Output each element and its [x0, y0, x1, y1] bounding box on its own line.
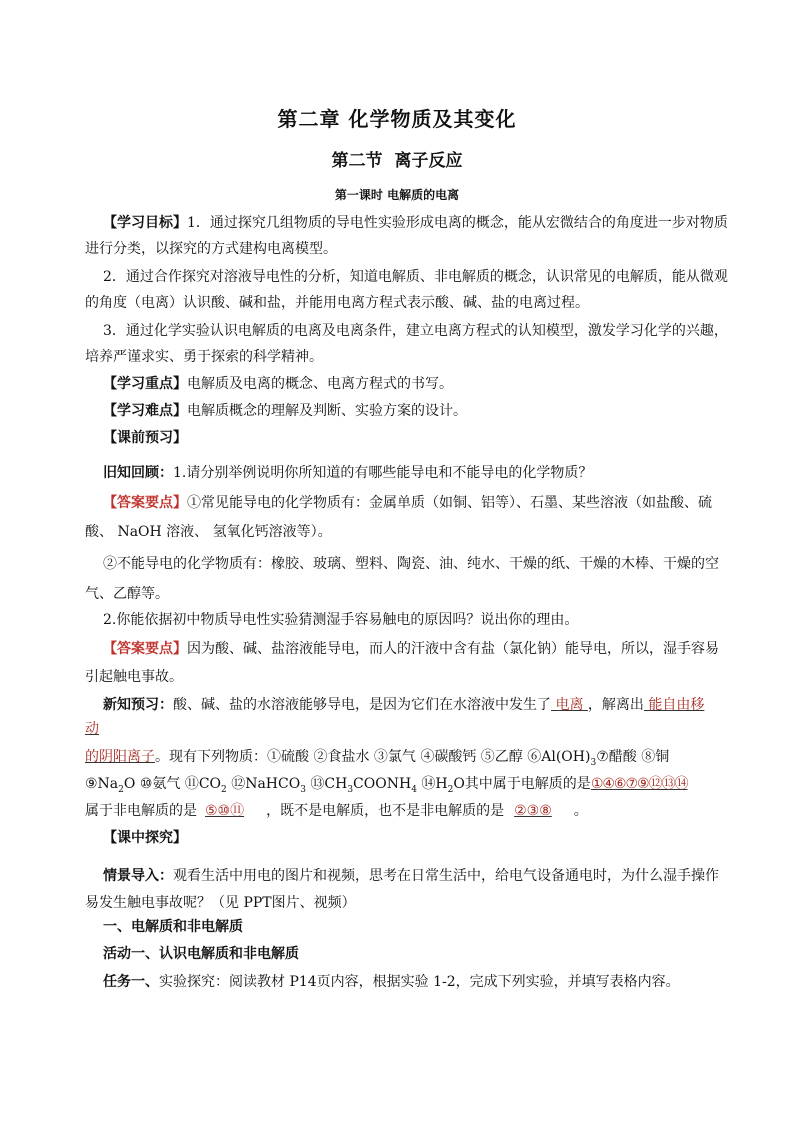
formula: ⑫NaHCO: [226, 776, 301, 792]
formula: ⑬CH: [305, 776, 348, 792]
answer-1-line-3: ②不能导电的化学物质有：橡胶、玻璃、塑料、陶瓷、油、纯水、干燥的纸、干燥的木棒、干燥的空: [103, 556, 719, 572]
task-1-label: 任务一、: [103, 974, 159, 990]
preview-heading: 【课前预习】: [103, 430, 187, 446]
review-label: 旧知回顾：: [103, 465, 173, 481]
answer-blank-free-ions-cont: 动: [85, 721, 99, 737]
answer-1-line-2: 酸、 NaOH 溶液、 氢氧化钙溶液等）。: [85, 524, 332, 540]
answer-1-text: ①常见能导电的化学物质有：金属单质（如铜、铝等）、石墨、某些溶液（如盐酸、硫: [187, 495, 712, 511]
question-text: ，既不是电解质，也不是非电解质的是: [266, 803, 505, 819]
objective-1-text: 1．通过探究几组物质的导电性实验形成电离的概念，能从宏微结合的角度进一步对物质: [187, 215, 728, 231]
objective-2-line-b: 的角度（电离）认识酸、碱和盐，并能用电离方程式表示酸、碱、盐的电离过程。: [85, 295, 589, 311]
key-points: [85, 373, 743, 395]
review-question-1: [85, 462, 743, 484]
review-question-2: 2.你能依据初中物质导电性实验猜测湿手容易触电的原因吗？说出你的理由。: [103, 612, 579, 628]
answer-2-line-1: [85, 638, 743, 660]
new-preview-line-5: [85, 800, 725, 822]
question-text: O其中属于电解质的是: [453, 776, 591, 792]
answer-1-line-4: 气、乙醇等。: [85, 586, 169, 602]
new-preview-text: 酸、碱、盐的水溶液能够导电，是因为它们在水溶液中发生了: [173, 697, 551, 713]
new-preview-label: 新知预习：: [103, 697, 173, 713]
substance-list: 。现有下列物质：①硫酸 ②食盐水 ③氯气 ④碳酸钙 ⑤乙醇 ⑥Al(OH): [155, 749, 591, 765]
new-preview-text: ，解离出: [587, 697, 644, 713]
key-points-text: 电解质及电离的概念、电离方程式的书写。: [187, 376, 453, 392]
substance-list: ⑦醋酸 ⑧铜: [596, 749, 670, 765]
section-title: 第二节 离子反应: [331, 151, 463, 171]
objective-3-line-a: 3．通过化学实验认识电解质的电离及电离条件，建立电离方程式的认知模型，激发学习化学的兴趣，: [103, 323, 728, 339]
objective-1-line-b: 进行分类，以探究的方式建构电离模型。: [85, 241, 337, 257]
inclass-heading: 【课中探究】: [103, 830, 187, 846]
subscript: 3: [300, 784, 306, 795]
chapter-title: 第二章 化学物质及其变化: [277, 107, 517, 131]
answer-2-text: 因为酸、碱、盐溶液能导电，而人的汗液中含有盐（氯化钠）能导电，所以，湿手容易: [187, 641, 719, 657]
objectives-label: 【学习目标】: [103, 215, 187, 231]
question-text: 属于非电解质的是: [85, 803, 197, 819]
heading-electrolytes: 一、电解质和非电解质: [103, 919, 243, 935]
scene-text: 观看生活中用电的图片和视频，思考在日常生活中，给电气设备通电时，为什么湿手操作: [173, 868, 719, 884]
answer-2-line-2: 引起触电事故。: [85, 669, 183, 685]
scene-line-a: [85, 865, 743, 887]
subscript: 3: [347, 784, 354, 795]
answer-blank-electrolytes: ①④⑥⑦⑨⑫⑬⑭: [590, 776, 688, 792]
activity-1-heading: 活动一、认识电解质和非电解质: [103, 946, 299, 962]
task-1: [85, 971, 743, 993]
answer-label: 【答案要点】: [103, 495, 187, 511]
new-preview-line-4: [85, 773, 725, 801]
key-points-label: 【学习重点】: [103, 376, 187, 392]
answer-blank-nonelectrolytes: ⑤⑩⑪: [205, 803, 245, 819]
answer-blank-ions: 的阴阳离子: [85, 749, 155, 765]
scene-line-b: 易发生触电事故呢？（见 PPT图片、视频）: [85, 895, 356, 911]
formula: ⑭H: [416, 776, 448, 792]
answer-blank-free-ions: 能自由移: [643, 697, 705, 713]
objective-3-line-b: 培养严谨求实、勇于探索的科学精神。: [85, 349, 323, 365]
period: 。: [573, 803, 588, 819]
formula: O ⑩氨气 ⑪CO: [123, 776, 222, 792]
objective-1-line-a: [85, 212, 743, 234]
difficulties-label: 【学习难点】: [103, 403, 187, 419]
objective-2-line-a: 2．通过合作探究对溶液导电性的分析，知道电解质、非电解质的概念，认识常见的电解质，能从微观: [103, 269, 728, 285]
question-1-text: 1.请分别举例说明你所知道的有哪些能导电和不能导电的化学物质？: [173, 465, 593, 481]
difficulties-text: 电解质概念的理解及判断、实验方案的设计。: [187, 403, 467, 419]
answer-label: 【答案要点】: [103, 641, 187, 657]
answer-blank-ionization: 电离: [551, 697, 588, 713]
answer-1-line-1: [85, 492, 743, 514]
difficulties: [85, 400, 743, 422]
formula: ⑨Na: [85, 776, 119, 792]
scene-label: 情景导入：: [103, 868, 173, 884]
subscript: 4: [411, 784, 417, 795]
task-1-text: 实验探究：阅读教材 P14页内容，根据实验 1-2，完成下列实验，并填写表格内容。: [159, 974, 680, 990]
subscript: 2: [221, 784, 227, 795]
new-preview-line-2: [85, 718, 725, 740]
subscript: 2: [118, 784, 124, 795]
answer-blank-neither: ②③⑧: [514, 803, 552, 819]
subscript: 2: [447, 784, 454, 795]
formula: COONH: [353, 776, 412, 792]
subscript: 3: [590, 757, 597, 768]
new-preview-line-3: [85, 746, 725, 774]
new-preview-line-1: [85, 694, 743, 716]
lesson-title: 第一课时 电解质的电离: [334, 188, 460, 202]
